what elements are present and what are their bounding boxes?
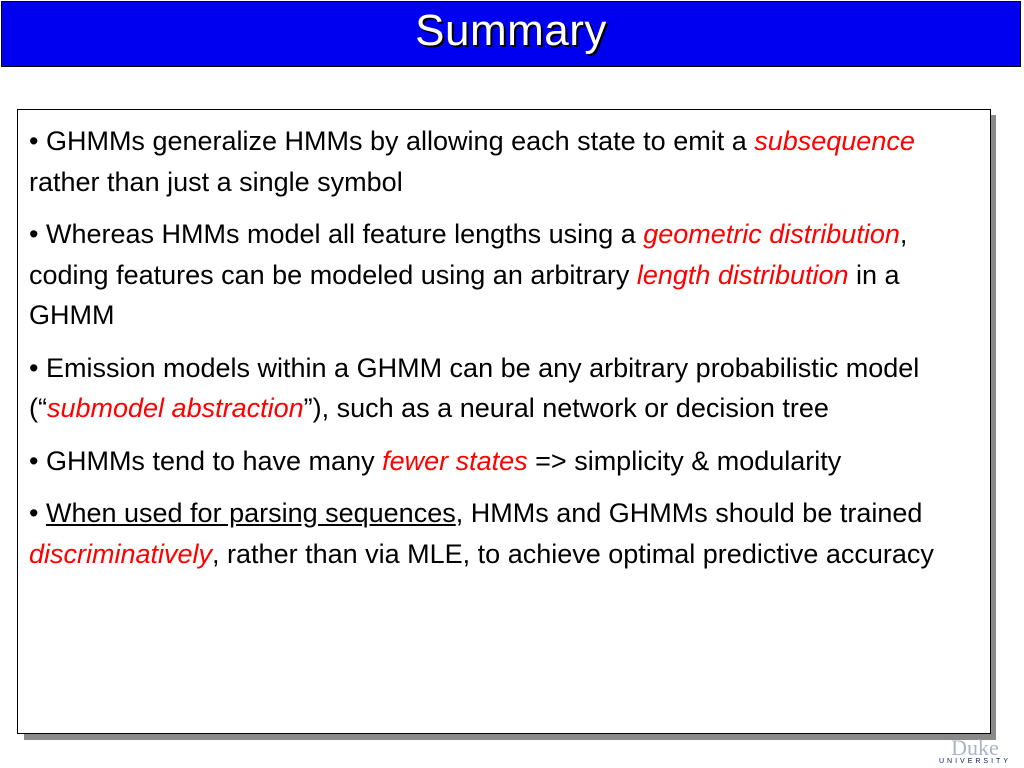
emphasis-text: geometric distribution (643, 219, 900, 249)
bullet-text: => simplicity & modularity (527, 445, 842, 476)
bullet-3 (29, 348, 980, 429)
bullet-4 (29, 441, 980, 482)
slide-title: Summary (415, 6, 607, 55)
bullet-text: • GHMMs tend to have many (29, 445, 383, 476)
bullet-text: in a GHMM (29, 259, 900, 330)
emphasis-text: subsequence (754, 126, 915, 156)
logo-word: Duke (951, 735, 999, 760)
content-box (17, 109, 991, 734)
bullet-text: ”), such as a neural network or decision tree (303, 393, 829, 423)
emphasis-text: discriminatively (29, 538, 213, 569)
emphasis-text: submodel abstraction (46, 393, 304, 423)
title-bar (1, 1, 1021, 67)
bullet-text: , rather than via MLE, to achieve optimal predictive accuracy (212, 538, 934, 569)
bullet-text: , coding features can be modeled using an arbitrary (29, 219, 908, 290)
bullet-text: , HMMs and GHMMs should be trained (455, 498, 923, 528)
emphasis-text: fewer states (382, 445, 528, 476)
bullet-text: rather than just a single symbol (29, 166, 403, 197)
underlined-text: When used for parsing sequences (45, 498, 456, 528)
bullet-text: • Whereas HMMs model all feature lengths using a (29, 219, 644, 249)
duke-logo (935, 737, 1015, 767)
bullet-5 (29, 493, 980, 574)
logo-subtitle: UNIVERSITY (938, 758, 1011, 765)
bullet-text: • GHMMs generalize HMMs by allowing each state to emit a (29, 126, 755, 156)
bullet-1 (29, 121, 980, 202)
emphasis-text: length distribution (636, 259, 849, 290)
bullet-2 (29, 214, 980, 336)
bullet-text: • (29, 498, 46, 528)
bullet-text: • Emission models within a GHMM can be any arbitrary probabilistic model (“ (29, 352, 920, 423)
